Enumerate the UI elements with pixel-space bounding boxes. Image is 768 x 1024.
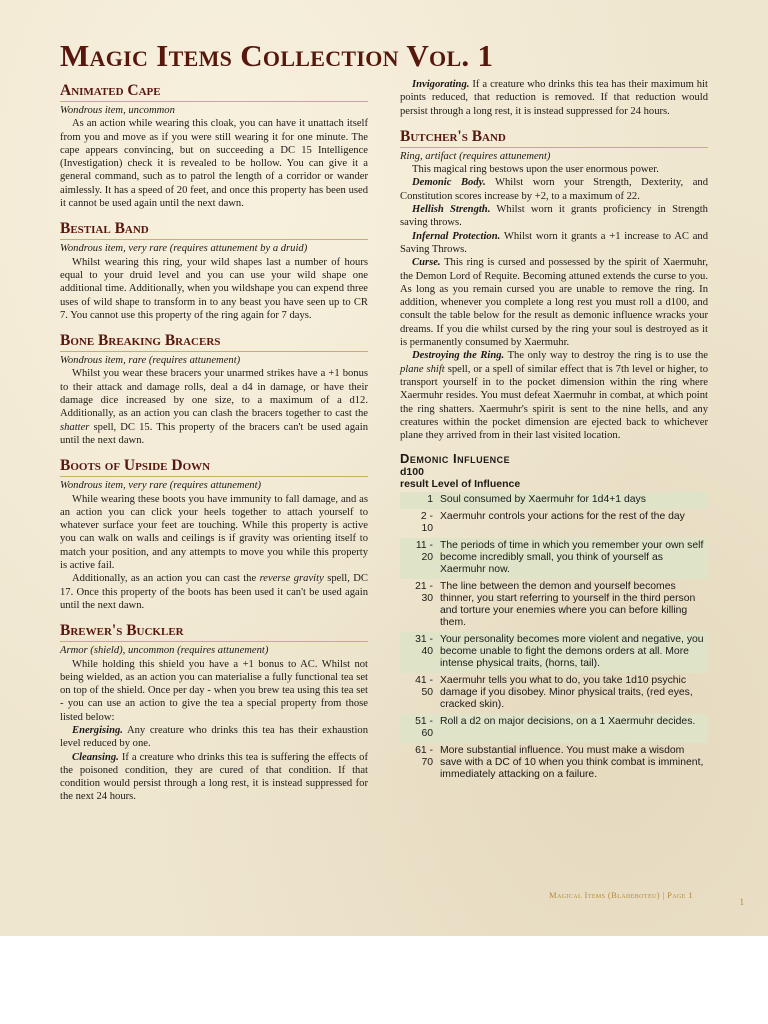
property-curse: Curse. This ring is cursed and possessed by the spirit of Xaermuhr, the Demon Lord of Requite. Becoming attuned extends the curse to you. As long as you remain cursed you are unable to remove the ring. In addition, whenever you complete a long rest you must roll a d100, and consult the table below for the result as demonic influence wracks your dreams. If you die whilst cursed by the ring your soul is destroyed as it is permanently consumed by Xaermuhr.: [400, 257, 708, 349]
roll-range: 51 - 60: [415, 715, 433, 739]
table-row: [400, 538, 708, 579]
item-description: Whilst wearing this ring, your wild shapes last a number of hours equal to your druid level and you can use your wild shape one additional time. Additionally, when you wildshape you can expend three uses of wild shape to transform in to any beast you have seen up to CR 7. You cannot use this property of the ring again for 7 days.: [60, 256, 368, 321]
page-title: Magic Items Collection Vol. 1: [60, 38, 494, 73]
item-heading: Bestial Band: [60, 220, 368, 240]
page-footer: Magical Items (Bladeboteu) | Page 1: [548, 890, 693, 900]
item-bestial-band: [60, 220, 368, 322]
item-subtitle: Wondrous item, uncommon: [60, 105, 175, 116]
item-boots-of-upside-down: [60, 457, 368, 612]
item-description: While wearing these boots you have immunity to fall damage, and as an action you can click your heels together to attach yourself to whatever surface your feet are touching. While this property is active you can walk on walls and ceilings is if gravity was orienting itself to match your position, and any attempts to move you while this property is active fail.: [60, 493, 368, 572]
influence-text: More substantial influence. You must make a wisdom save with a DC of 10 when you think combat is imminent, immediately attacking on a failure.: [440, 744, 704, 780]
table-row: [400, 743, 708, 784]
item-heading: Brewer's Buckler: [60, 622, 368, 642]
spell-name: shatter: [60, 421, 90, 433]
item-heading: Bone Breaking Bracers: [60, 332, 368, 352]
table-row: [400, 492, 708, 509]
demonic-influence-table: [400, 492, 708, 784]
item-subtitle: Ring, artifact (requires attunement): [400, 150, 551, 162]
influence-text: The line between the demon and yourself becomes thinner, you start referring to yourself in the third person and torture your enemies where you can before killing them.: [440, 580, 696, 628]
item-heading: Boots of Upside Down: [60, 457, 368, 477]
property-destroying-the-ring: Destroying the Ring. The only way to destroy the ring is to use the plane shift spell, or a spell of similar effect that is 7th level or higher, to transport yourself in to the pocket dimension within the ring where Xaermuhr resides. You must defeat Xaermuhr in combat, at which point the ring shatters. Xaermuhr's spirit is sent to the nine hells, and any creatures within the pocket dimension are ejected back to whichever plane they arrived from in their last visited location.: [400, 350, 709, 442]
property-infernal-protection: Infernal Protection. Whilst worn it grants a +1 increase to AC and Saving Throws.: [400, 230, 708, 255]
item-subtitle: Wondrous item, very rare (requires attunement): [60, 480, 262, 492]
demonic-influence-table-block: [400, 452, 708, 783]
roll-range: 2 - 10: [420, 510, 433, 534]
property-energising: Energising. Any creature who drinks this tea has their exhaustion level reduced by one.: [60, 724, 368, 750]
property-invigorating-block: [400, 78, 708, 118]
item-heading: Butcher's Band: [400, 128, 708, 148]
influence-text: Soul consumed by Xaermuhr for 1d4+1 days: [440, 493, 646, 505]
table-title: Demonic Influence: [400, 451, 511, 467]
item-description: Whilst you wear these bracers your unarmed strikes have a +1 bonus to their attack and damage rolls, deal a d4 in damage, or have their damage dice increased by one size, to a maximum of a d12. Additionally, as an action you can clash the bracers together to cast the shatter spell, DC 15. This property of the bracers can't be used again until the next dawn.: [60, 368, 368, 446]
roll-range: 21 - 30: [415, 580, 433, 604]
table-row: [400, 673, 708, 714]
item-heading: Animated Cape: [60, 82, 368, 102]
item-subtitle: Wondrous item, rare (requires attunement): [60, 355, 241, 367]
property-hellish-strength: Hellish Strength. Whilst worn it grants proficiency in Strength saving throws.: [400, 204, 708, 229]
influence-text: Xaermuhr controls your actions for the rest of the day: [440, 510, 685, 522]
table-row: [400, 509, 708, 538]
left-column: [60, 82, 368, 814]
item-brewers-buckler: [60, 622, 368, 804]
roll-range: 61 - 70: [415, 744, 433, 768]
item-description: This magical ring bestows upon the user enormous power.: [412, 164, 659, 176]
spell-name: plane shift: [400, 363, 445, 375]
item-description: Additionally, as an action you can cast the reverse gravity spell, DC 17. Once this property of the boots has been used it can't be used again until the next dawn.: [60, 573, 368, 611]
roll-range: 1: [427, 493, 433, 505]
influence-text: Roll a d2 on major decisions, on a 1 Xaermuhr decides.: [440, 715, 696, 727]
right-column: [400, 78, 708, 784]
roll-range: 11 - 20: [415, 539, 433, 563]
table-row: [400, 632, 708, 673]
page-number: 1: [739, 897, 744, 907]
influence-text: Xaermuhr tells you what to do, you take 1d10 psychic damage if you disobey. Minor physical traits, (red eyes, cracked skin).: [440, 674, 693, 710]
table-header-result: result Level of Influence: [400, 477, 521, 490]
item-animated-cape: [60, 82, 368, 210]
property-demonic-body: Demonic Body. Whilst worn your Strength, Dexterity, and Constitution scores increase by +2, to a maximum of 22.: [400, 177, 708, 202]
item-subtitle: Armor (shield), uncommon (requires attunement): [60, 645, 269, 657]
property-invigorating: Invigorating. If a creature who drinks this tea has their maximum hit points reduced, that reduction is removed. If that reduction would persist through a long rest, it is instead suppressed for 24 hours.: [400, 79, 708, 117]
spell-name: reverse gravity: [259, 573, 324, 585]
roll-range: 31 - 40: [415, 633, 433, 657]
property-cleansing: Cleansing. If a creature who drinks this tea is suffering the effects of the poisoned condition, they are cured of that condition. If that condition would persist through a long rest, it is instead suppressed for the next 24 hours.: [60, 751, 368, 803]
table-row: [400, 714, 708, 743]
table-row: [400, 579, 708, 632]
item-butchers-band: [400, 128, 708, 443]
table-header-d100: d100: [400, 465, 424, 478]
item-description: As an action while wearing this cloak, you can have it unattach itself from you and move as if you were still wearing it for one minute. The cape appears convincing, but on succeeding a DC 15 Intelligence (Investigation) check it is revealed to be hollow. You can give it a general command, such as to patrol the length of a corridor or wander aimlessly. It has a speed of 20 feet, and once this property has been used it cannot be used again until the next dawn.: [60, 118, 368, 210]
item-description: While holding this shield you have a +1 bonus to AC. Whilst not being wielded, as an action you can materialise a fully functional tea set on top of the shield. Once per day - when you brew tea using this tea set - you can use an action to give the tea a special property from those listed below:: [60, 658, 368, 723]
item-bone-breaking-bracers: [60, 332, 368, 447]
influence-text: Your personality becomes more violent and negative, you become unable to fight the demons orders at all. More intense physical traits, (horns, tail).: [440, 633, 704, 669]
roll-range: 41 - 50: [415, 674, 433, 698]
item-subtitle: Wondrous item, very rare (requires attunement by a druid): [60, 243, 308, 255]
influence-text: The periods of time in which you remember your own self become incredibly small, you think of yourself as Xaermuhr now.: [440, 539, 704, 575]
